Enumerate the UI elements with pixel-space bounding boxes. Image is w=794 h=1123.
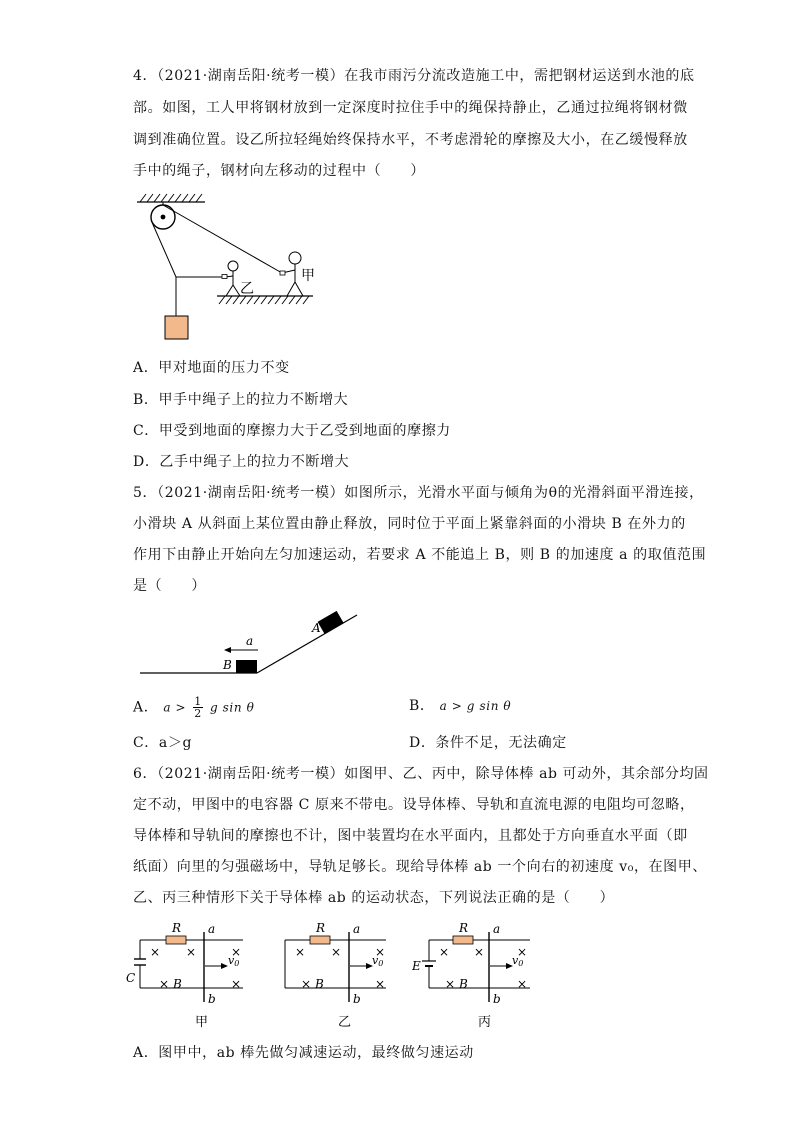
label-block-a: A <box>312 621 321 635</box>
label-r-jia: R <box>172 921 182 935</box>
caption-bing: 丙 <box>478 1015 492 1030</box>
q5-option-d: D．条件不足，无法确定 <box>409 735 567 751</box>
q4-line-3: 调到准确位置。设乙所拉轻绳始终保持水平，不考虑滑轮的摩擦及大小，在乙缓慢释放 <box>133 132 688 148</box>
q6-line-4: 纸面）向里的匀强磁场中，导轨足够长。现给导体棒 ab 一个向右的初速度 v₀，在图甲、 <box>133 859 707 875</box>
q6-line-1: 6．（2021·湖南岳阳·统考一模）如图甲、乙、丙中，除导体棒 ab 可动外，其余部分均固 <box>133 766 709 782</box>
q4-line-1: 4．（2021·湖南岳阳·统考一模）在我市雨污分流改造施工中，需把钢材运送到水池的底 <box>133 68 695 84</box>
q4-option-a: A．甲对地面的压力不变 <box>133 360 290 376</box>
label-v0-jia: v0 <box>228 954 240 968</box>
steel-block <box>165 316 188 339</box>
q5-option-a-lhs: a > <box>163 700 187 715</box>
q5-option-a-fraction <box>193 696 203 719</box>
q5-option-b <box>409 696 511 716</box>
caption-yi: 乙 <box>338 1015 352 1030</box>
svg-text:×: × <box>301 977 312 991</box>
label-bfield-yi: B <box>315 977 324 991</box>
q5-option-c: C．a＞g <box>133 735 193 751</box>
q5-line-1: 5．（2021·湖南岳阳·统考一模）如图所示，光滑水平面与倾角为θ的光滑斜面平滑连接， <box>133 485 704 501</box>
q6-line-3: 导体棒和导轨间的摩擦也不计，图中装置均在水平面内，且都处于方向垂直水平面（即 <box>133 828 688 844</box>
label-r-bing: R <box>459 921 469 935</box>
label-b-yi: b <box>353 992 361 1006</box>
svg-text:×: × <box>445 977 456 991</box>
label-e-bing: E <box>412 959 421 973</box>
q4-line-2: 部。如图，工人甲将钢材放到一定深度时拉住手中的绳保持静止，乙通过拉绳将钢材微 <box>133 100 688 116</box>
resistor-yi <box>310 936 330 944</box>
q6-line-2: 定不动，甲图中的电容器 C 原来不带电。设导体棒、导轨和直流电源的电阻均可忽略， <box>133 797 695 813</box>
q5-option-a-rhs: g sin θ <box>209 700 255 715</box>
q5-option-a <box>133 696 254 719</box>
circuit-bing <box>422 932 530 1002</box>
svg-text:×: × <box>517 977 528 991</box>
q5-option-b-expr: a > g sin θ <box>439 699 512 713</box>
circuit-yi <box>285 932 386 1002</box>
svg-text:×: × <box>159 977 170 991</box>
q4-line-4: 手中的绳子，钢材向左移动的过程中（ ） <box>133 163 425 179</box>
q6-option-a: A．图甲中，ab 棒先做匀减速运动，最终做匀速运动 <box>133 1045 474 1061</box>
svg-text:×: × <box>375 945 386 959</box>
q6-circuits-figure <box>125 918 535 1036</box>
label-b-bing: b <box>493 992 501 1006</box>
svg-text:×: × <box>295 945 306 959</box>
circuit-jia <box>134 932 243 1002</box>
q4-pulley-figure <box>125 190 335 345</box>
fraction-numerator: 1 <box>194 695 202 708</box>
q4-option-c: C．甲受到地面的摩擦力大于乙受到地面的摩擦力 <box>133 423 451 439</box>
svg-text:×: × <box>439 945 450 959</box>
q5-line-4: 是（ ） <box>133 578 206 594</box>
label-bfield-bing: B <box>459 977 468 991</box>
label-block-b: B <box>223 658 232 672</box>
label-a-jia: a <box>208 922 216 936</box>
q4-option-b: B．甲手中绳子上的拉力不断增大 <box>133 392 349 408</box>
fraction-denominator: 2 <box>194 707 202 720</box>
label-bfield-jia: B <box>173 977 182 991</box>
label-accel: a <box>246 634 254 648</box>
label-a-bing: a <box>493 922 501 936</box>
resistor-bing <box>453 936 473 944</box>
q4-option-d: D．乙手中绳子上的拉力不断增大 <box>133 454 350 470</box>
resistor-jia <box>166 936 186 944</box>
q5-line-2: 小滑块 A 从斜面上某位置由静止释放，同时位于平面上紧靠斜面的小滑块 B 在外力的 <box>133 516 686 532</box>
svg-text:×: × <box>474 945 485 959</box>
label-r-yi: R <box>316 921 326 935</box>
label-c-jia: C <box>126 971 136 985</box>
caption-jia: 甲 <box>195 1015 209 1030</box>
q6-line-5: 乙、丙三种情形下关于导体棒 ab 的运动状态，下列说法正确的是（ ） <box>133 890 615 906</box>
svg-text:×: × <box>517 945 528 959</box>
q5-line-3: 作用下由静止开始向左匀加速运动，若要求 A 不能追上 B，则 B 的加速度 a 的取值范围 <box>133 547 707 563</box>
label-v0-yi: v0 <box>372 954 384 968</box>
svg-text:×: × <box>186 945 197 959</box>
label-v0-bing: v0 <box>512 954 524 968</box>
svg-text:×: × <box>375 977 386 991</box>
svg-text:×: × <box>231 977 242 991</box>
q5-option-b-prefix: B． <box>409 698 435 714</box>
svg-text:×: × <box>150 945 161 959</box>
label-a-yi: a <box>353 922 361 936</box>
label-b-jia: b <box>208 992 216 1006</box>
label-yi: 乙 <box>240 281 254 297</box>
svg-text:×: × <box>331 945 342 959</box>
q5-incline-figure <box>135 603 365 683</box>
block-b <box>236 660 257 673</box>
q5-option-a-prefix: A． <box>133 699 159 716</box>
label-jia: 甲 <box>301 268 315 284</box>
svg-text:×: × <box>231 945 242 959</box>
